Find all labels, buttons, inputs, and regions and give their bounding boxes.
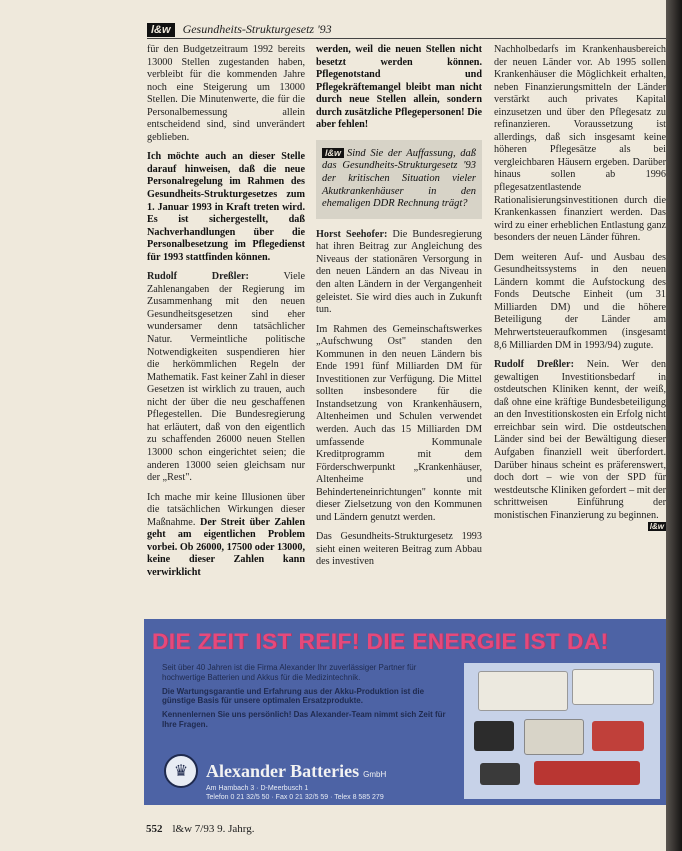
paragraph-text: Viele Zahlenangaben der Regierung im Zusammenhang mit den neuen Gesundheitsgesetzen sind eher wundersamer denn tatsächlicher Natur. Vermeintliche politische Notwendigkeiten suspendieren hier die herkömmlichen Regeln der Mathematik. Fast keiner Zahl in dieser Gesetzen ist wirklich zu trauen, auch nicht der über die neu geschaffenen Pflegestellen. Die Bundesregierung hat erläutert, daß von den eigentlich zu schaffenden 26000 neuen Stellen 13000 schon eingerichtet seien; die anderen 13000 seien gleichsam nur der „Rest". bbox=[147, 271, 306, 484]
ad-brand bbox=[164, 754, 449, 788]
speaker-name: Horst Seehofer: bbox=[316, 228, 388, 240]
book-spine-shadow bbox=[666, 0, 682, 851]
ad-paragraph: Die Wartungsgarantie und Erfahrung aus der Akku-Produktion ist die günstige Basis für unsere optimalen Ersatzprodukte. bbox=[162, 686, 425, 706]
paragraph-text: Die Bundesregierung hat ihren Beitrag zur Angleichung des Niveaus der stationären Versorgung in den neuen Ländern an das Niveau in den alten Ländern in der Vergangenheit geleistet. Sie wird dies auch in Zukunft tun. bbox=[316, 228, 482, 316]
battery-pack-icon bbox=[534, 761, 640, 785]
page-header bbox=[147, 22, 332, 37]
ad-address bbox=[206, 785, 384, 802]
battery-pack-icon bbox=[592, 721, 644, 751]
paragraph-text: Ich mache mir keine Illusionen über die tatsächlichen Wirkungen dieser Maßnahme. bbox=[147, 491, 305, 528]
paragraph bbox=[494, 359, 666, 532]
ad-paragraph: Seit über 40 Jahren ist die Firma Alexander Ihr zuverlässiger Partner für hochwertige Batterien und Akkus für die Medizintechnik. bbox=[162, 663, 417, 682]
battery-pack-icon bbox=[474, 721, 514, 751]
battery-photo bbox=[464, 663, 660, 799]
crest-icon: ♛ bbox=[164, 754, 198, 788]
magazine-logo: l&w bbox=[147, 23, 175, 37]
end-mark: l&w bbox=[649, 522, 664, 532]
brand-name bbox=[206, 761, 386, 782]
brand-suffix: GmbH bbox=[363, 769, 387, 779]
question-text: Sind Sie der Auffassung, daß das Gesundheits-Strukturgesetz '93 der kritischen Situation vieler Akutkrankenhäuser in den ehemaligen DDR Rechnung trägt? bbox=[322, 147, 476, 210]
battery-pack-icon bbox=[524, 719, 584, 755]
address-line: Am Hambach 3 · D-Meerbusch 1 bbox=[206, 785, 309, 792]
text-column-3 bbox=[494, 44, 666, 531]
battery-pack-icon bbox=[480, 763, 520, 785]
paragraph bbox=[147, 151, 305, 264]
section-title: Gesundheits-Strukturgesetz '93 bbox=[182, 22, 332, 36]
address-line: Telefon 0 21 32/5 50 · Fax 0 21 32/5 59 · Telex 8 585 279 bbox=[206, 793, 384, 801]
question-box bbox=[316, 140, 482, 219]
text-column-1 bbox=[147, 44, 305, 586]
paragraph-text: Nein. Wer den gewaltigen Investitionsbedarf in ostdeutschen Kliniken kennt, der weiß, daß ohne eine kräftige Bundesbeteiligung an den Investitionskosten ein Erfolg nicht erreichbar sein wird. Die ostdeutschen Länder sind bei der Bewältigung dieser Aufgaben finanziell weit überfordert. Darüber hinaus scheint es präferenswert, doch dort – wie von der SPD für westdeutsche Kliniken gefordert – mit der schrittweisen Einführung der monistischen Finanzierung zu beginnen. bbox=[494, 359, 666, 521]
paragraph bbox=[316, 229, 482, 317]
paragraph: für den Budgetzeitraum 1992 bereits 13000 Stellen zugestanden haben, verbleibt für die kommenden Jahre noch eine Steigerung um 13000 Stellen. Die Minutenwerte, die für die Personalbemessung allein entscheidend sind, sind unverändert geblieben. bbox=[147, 44, 305, 143]
question-logo: l&w bbox=[322, 148, 344, 158]
issue-info: l&w 7/93 9. Jahrg. bbox=[172, 823, 255, 835]
paragraph bbox=[316, 44, 482, 132]
battery-pack-icon bbox=[572, 669, 654, 705]
speaker-name: Rudolf Dreßler: bbox=[494, 359, 574, 371]
bold-text: Der Streit über Zahlen geht am eigentlichen Problem vorbei. Ob 26000, 17500 oder 13000, keine dieser Zahlen kann verwirklicht bbox=[147, 516, 305, 578]
bold-paragraph: Ich möchte auch an dieser Stelle darauf hinweisen, daß die neue Personalregelung im Rahmen des Gesundheits-Strukturgesetzes zum 1. Januar 1993 in Kraft treten wird. Es ist sichergestellt, daß Nachverhandlungen über die Personalbesetzung im Pflegedienst für 1993 stattfinden können. bbox=[147, 151, 305, 263]
bold-paragraph: werden, weil die neuen Stellen nicht besetzt werden können. Pflegenotstand und Pflegekräftemangel bleibt man nicht durch neue Stellen allein, sondern durch zusätzliche Pflegepersonen! Die aber fehlen! bbox=[316, 44, 482, 131]
text-column-2 bbox=[316, 44, 482, 576]
paragraph: Im Rahmen des Gemeinschaftswerkes „Aufschwung Ost" standen den Kommunen in den neuen Ländern bis Ende 1991 fünf Milliarden DM für Investitionen zur Verfügung. Die Mittel sollten insbesondere für die Instandsetzung von Krankenhäusern, Altenheimen und Schulen verwendet werden. Auch das 15 Milliarden DM umfassende Kommunale Kreditprogramm mit dem Förderschwerpunkt „Krankenhäuser, Altenheime und Behinderteneinrichtungen" konnte mit dieser Zielsetzung von den Kommunen und Ländern genutzt werden. bbox=[316, 323, 482, 523]
ad-copy bbox=[162, 663, 452, 734]
paragraph: Dem weiteren Auf- und Ausbau des Gesundheitssystems in den neuen Ländern kommt die Aufstockung des Fonds Deutsche Einheit (um 31 Milliarden DM) und die höhere Beteiligung der Länder am Mehrwertsteueraufkommen (insgesamt 8,6 Milliarden DM in 1993/94) zugute. bbox=[494, 251, 666, 351]
paragraph bbox=[147, 492, 305, 580]
paragraph: Das Gesundheits-Strukturgesetz 1993 sieht einen weiteren Beitrag zum Abbau des investiven bbox=[316, 531, 482, 568]
paragraph bbox=[147, 271, 305, 484]
ad-headline: DIE ZEIT IST REIF! DIE ENERGIE IST DA! bbox=[152, 629, 609, 654]
paragraph: Nachholbedarfs im Krankenhausbereich der neuen Länder vor. Ab 1995 sollen Krankenhäuser die Möglichkeit erhalten, neben Finanzierungsmitteln der Länder verstärkt auch privates Kapital einzusetzen und über den Pflegesatz zu refinanzieren. Voraussetzung ist allerdings, daß sich insgesamt keine höheren Pflegesätze als bei vergleichbaren Häusern ergeben. Darüber hinaus sollen ab 1996 pflegesatzentlastende Rationalisierungsinvestitionen durch die Krankenkassen finanziert werden. Das wird zu einer erheblichen Entlastung ganz besonders der neuen Länder führen. bbox=[494, 44, 666, 244]
battery-pack-icon bbox=[478, 671, 568, 711]
header-rule bbox=[147, 38, 666, 39]
ad-paragraph: Kennenlernen Sie uns persönlich! Das Alexander-Team nimmt sich Zeit für Ihre Fragen. bbox=[162, 710, 446, 729]
speaker-name: Rudolf Dreßler: bbox=[147, 271, 249, 283]
advertisement bbox=[144, 619, 666, 805]
brand-name-text: Alexander Batteries bbox=[206, 760, 360, 781]
page-number: 552 bbox=[146, 823, 163, 835]
page-footer bbox=[146, 823, 255, 835]
